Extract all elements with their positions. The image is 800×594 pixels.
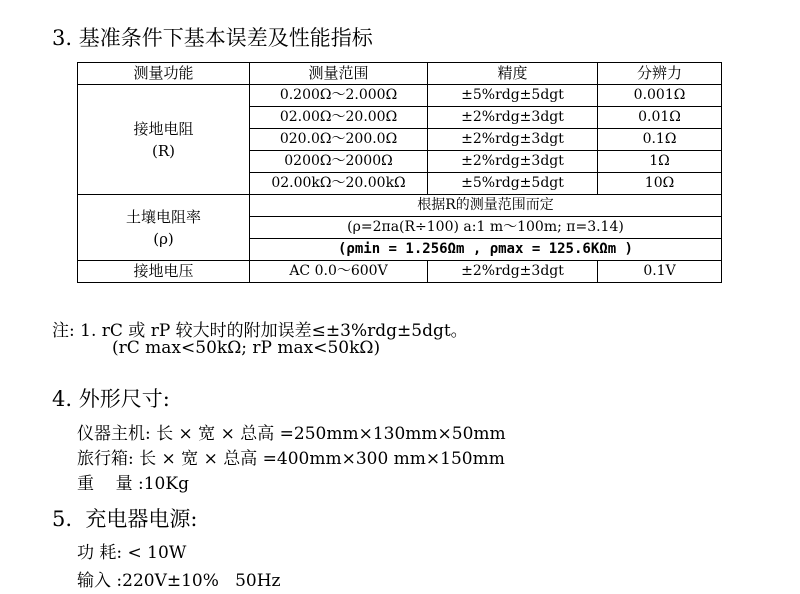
range-cell: 020.0Ω～200.0Ω [250,129,428,151]
range-cell: 0.200Ω～2.000Ω [250,85,428,107]
resolution-cell: 1Ω [598,151,722,173]
resistivity-name: 土壤电阻率 [125,207,201,226]
accuracy-cell: ±5%rdg±5dgt [428,85,598,107]
section4-line-2: 旅行箱: 长 × 宽 × 总高 =400mm×300 mm×150mm [77,449,505,469]
ground-resistance-name: 接地电阻 [133,119,194,138]
table-row [78,195,722,217]
accuracy-cell: ±2%rdg±3dgt [428,261,598,283]
accuracy-cell: ±5%rdg±5dgt [428,173,598,195]
section3-title: 3. 基准条件下基本误差及性能指标 [52,26,373,50]
resolution-cell: 0.001Ω [598,85,722,107]
resistivity-range-note: 根据R的测量范围而定 [250,195,722,217]
resistivity-min-max: (ρmin = 1.256Ωm , ρmax = 125.6KΩm ) [250,239,722,261]
table-row [78,85,722,107]
note-line-1: 注: 1. rC 或 rP 较大时的附加误差≤±3%rdg±5dgt。 [52,321,468,341]
note-line-2: (rC max<50kΩ; rP max<50kΩ) [112,338,381,358]
section4-line-3: 重 量 :10Kg [77,474,189,494]
accuracy-cell: ±2%rdg±3dgt [428,107,598,129]
header-accuracy: 精度 [428,63,598,85]
table-header-row [78,63,722,85]
ground-voltage-name: 接地电压 [78,261,250,283]
resistivity-symbol: (ρ) [153,229,174,248]
table-row [78,261,722,283]
section5-line-1: 功 耗: < 10W [77,543,187,563]
resolution-cell: 10Ω [598,173,722,195]
resistivity-cell [78,195,250,261]
ground-resistance-cell [78,85,250,195]
range-cell: 02.00kΩ～20.00kΩ [250,173,428,195]
range-cell: 02.00Ω～20.00Ω [250,107,428,129]
ground-resistance-symbol: (R) [152,141,175,160]
header-function: 测量功能 [78,63,250,85]
spec-table [77,62,722,283]
resolution-cell: 0.1V [598,261,722,283]
section4-line-1: 仪器主机: 长 × 宽 × 总高 =250mm×130mm×50mm [77,424,506,444]
range-cell: 0200Ω～2000Ω [250,151,428,173]
resolution-cell: 0.01Ω [598,107,722,129]
range-cell: AC 0.0～600V [250,261,428,283]
header-resolution: 分辨力 [598,63,722,85]
resistivity-formula: (ρ=2πa(R÷100) a:1 m～100m; π=3.14) [250,217,722,239]
section5-line-2: 输入 :220V±10% 50Hz [77,571,281,591]
section4-title: 4. 外形尺寸: [52,387,170,411]
resolution-cell: 0.1Ω [598,129,722,151]
accuracy-cell: ±2%rdg±3dgt [428,151,598,173]
header-range: 测量范围 [250,63,428,85]
accuracy-cell: ±2%rdg±3dgt [428,129,598,151]
section5-title: 5. 充电器电源: [52,507,198,531]
